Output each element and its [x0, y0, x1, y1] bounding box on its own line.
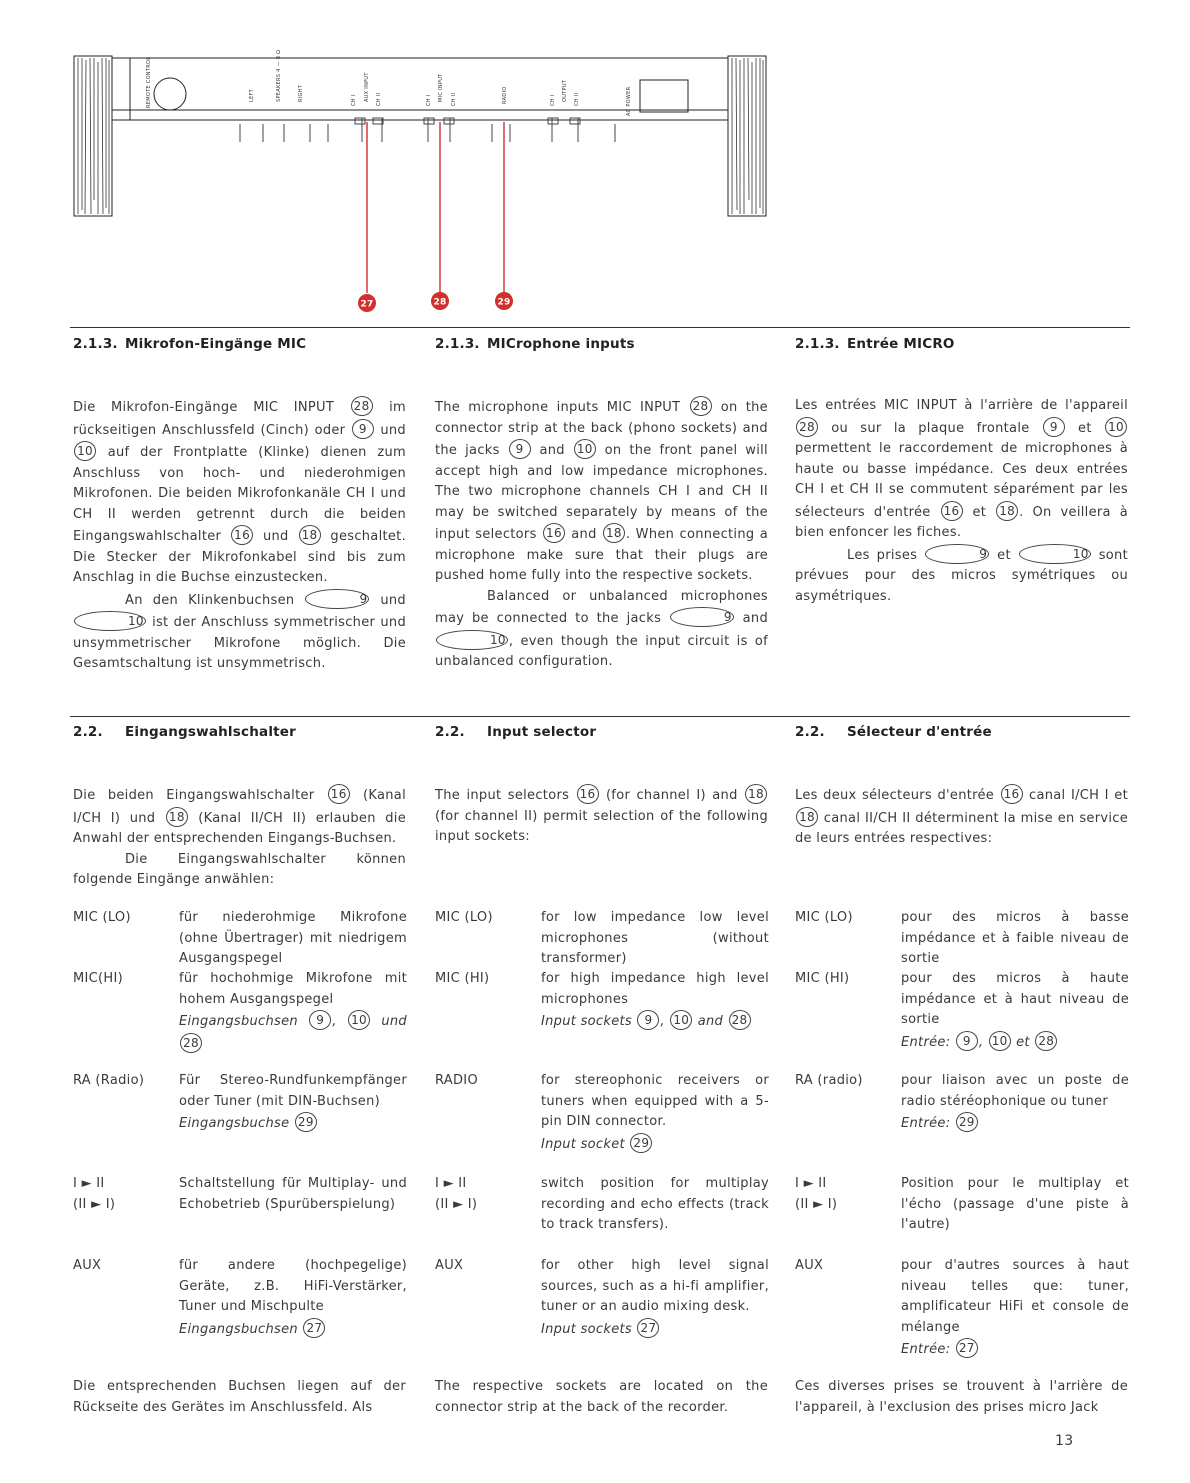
reference-number-badge: 10: [1019, 544, 1091, 564]
option-key: MIC (LO): [73, 910, 131, 925]
mic-text-en: [435, 396, 768, 673]
label-remote-control: REMOTE CONTROL: [146, 56, 152, 108]
selector-intro-de: [73, 784, 406, 891]
input-socket-reference: Eingangsbuchsen 27: [179, 1318, 407, 1341]
reference-number-badge: 10: [989, 1031, 1011, 1051]
paragraph: Die Mikrofon-Eingänge MIC INPUT 28 im rückseitigen Anschlussfeld (Cinch) oder 9 und 10 auf der Frontplatte (Klinke) dienen zum Anschluss von hoch- und niederohmigen Mikrofonen. Die beiden Mikrofonkanäle CH I und CH II werden getrennt durch die beiden Eingangswahlschalter 16 und 18 geschaltet. Die Stecker der Mikrofonkabel sind bis zum Anschlag in die Buchse einzustecken.: [73, 396, 406, 589]
reference-number-badge: 18: [796, 807, 818, 827]
marker-29: [495, 292, 513, 310]
reference-number-badge: 9: [1043, 417, 1065, 437]
reference-number-badge: 9: [309, 1010, 331, 1030]
selector-outro-fr: [795, 1377, 1128, 1418]
label-aux-ch2: CH II: [376, 92, 382, 106]
option-key: I ► II (II ► I): [73, 1176, 116, 1212]
reference-number-badge: 28: [180, 1033, 202, 1053]
option-description: for other high level signal sources, such as a hi-fi amplifier, tuner or an audio mixing desk. Input sockets 27: [541, 1256, 769, 1340]
option-key: MIC (HI): [795, 971, 850, 986]
reference-number-badge: 29: [630, 1133, 652, 1153]
reference-number-badge: 18: [996, 501, 1018, 521]
paragraph: Les deux sélecteurs d'entrée 16 canal I/CH I et 18 canal II/CH II déterminent la mise en service de leurs entrées respectives:: [795, 784, 1128, 850]
reference-number-badge: 18: [299, 525, 321, 545]
reference-number-badge: 9: [670, 607, 734, 627]
reference-number-badge: 29: [295, 1112, 317, 1132]
paragraph: Die entsprechenden Buchsen liegen auf der Rückseite des Gerätes im Anschlussfeld. Als: [73, 1379, 406, 1415]
svg-text:27: 27: [360, 299, 374, 310]
reference-number-badge: 16: [577, 784, 599, 804]
option-key: AUX: [795, 1258, 824, 1273]
paragraph: Die beiden Eingangswahlschalter 16 (Kanal I/CH I) und 18 (Kanal II/CH II) erlauben die Anwahl der entsprechenden Eingangs-Buchsen.: [73, 784, 406, 850]
option-description: switch position for multiplay recording and echo effects (track to track transfers).: [541, 1176, 769, 1232]
option-key: MIC (HI): [435, 971, 490, 986]
input-socket-reference: Entrée: 27: [901, 1338, 1129, 1361]
section-divider-mic: [70, 327, 1130, 328]
heading-mic-en: 2.1.3. MICrophone inputs: [435, 336, 635, 352]
paragraph: Die Eingangswahlschalter können folgende Eingänge anwählen:: [73, 851, 406, 887]
input-socket-reference: Eingangsbuchse 29: [179, 1112, 407, 1135]
option-description: Schaltstellung für Multiplay- und Echobetrieb (Spurüberspielung): [179, 1176, 407, 1212]
option-key: MIC (LO): [435, 910, 493, 925]
label-mic-ch1: CH I: [426, 94, 432, 106]
paragraph: Les prises 9 et 10 sont prévues pour des micros symétriques ou asymétriques.: [795, 544, 1128, 608]
label-out-ch1: CH I: [550, 94, 556, 106]
reference-number-badge: 28: [1035, 1031, 1057, 1051]
option-description: for high impedance high level microphones Input sockets 9 , 10 and 28: [541, 969, 769, 1033]
option-description: für niederohmige Mikrofone (ohne Übertrager) mit niedrigem Ausgangspegel: [179, 910, 407, 966]
option-description: für hochohmige Mikrofone mit hohem Ausgangspegel Eingangsbuchsen 9 , 10 und 28: [179, 969, 407, 1055]
reference-number-badge: 9: [305, 589, 369, 609]
mic-text-fr: [795, 396, 1128, 607]
svg-text:28: 28: [433, 297, 447, 308]
label-right: RIGHT: [298, 84, 304, 102]
option-key: MIC (LO): [795, 910, 853, 925]
label-aux-ch1: CH I: [351, 94, 357, 106]
option-description: for low impedance low level microphones (without transformer): [541, 910, 769, 966]
reference-number-badge: 29: [956, 1112, 978, 1132]
mic-text-de: [73, 396, 406, 675]
label-mic-ch2: CH II: [451, 92, 457, 106]
reference-number-badge: 10: [348, 1010, 370, 1030]
label-left: LEFT: [249, 89, 255, 102]
reference-number-badge: 10: [436, 630, 508, 650]
heading-selector-en: 2.2. Input selector: [435, 724, 597, 740]
paragraph: An den Klinkenbuchsen 9 und 10 ist der Anschluss symmetrischer und unsymmetrischer Mikrofone möglich. Die Gesamtschaltung ist unsymmetrisch.: [73, 589, 406, 675]
reference-number-badge: 28: [729, 1010, 751, 1030]
option-key: RA (Radio): [73, 1073, 145, 1088]
input-socket-reference: Input sockets 27: [541, 1318, 769, 1341]
heading-mic-fr: 2.1.3. Entrée MICRO: [795, 336, 955, 352]
reference-number-badge: 10: [74, 611, 146, 631]
reference-number-badge: 9: [925, 544, 989, 564]
paragraph: The respective sockets are located on the connector strip at the back of the recorder.: [435, 1379, 768, 1415]
option-description: for stereophonic receivers or tuners when equipped with a 5-pin DIN connector. Input socket 29: [541, 1071, 769, 1155]
selector-intro-fr: [795, 784, 1128, 850]
paragraph: Les entrées MIC INPUT à l'arrière de l'appareil 28 ou sur la plaque frontale 9 et 10 permettent le raccordement de microphones à haute ou basse impédance. Ces deux entrées CH I et CH II se commutent séparément par les sélecteurs d'entrée 16 et 18 . On veillera à bien enfoncer les fiches.: [795, 398, 1128, 540]
paragraph: Balanced or unbalanced microphones may be connected to the jacks 9 and 10 , even though the input circuit is of unbalanced configuration.: [435, 588, 768, 669]
section-divider-selector: [70, 716, 1130, 717]
selector-outro-en: [435, 1377, 768, 1418]
input-socket-reference: Entrée: 9 , 10 et 28: [901, 1031, 1129, 1054]
selector-intro-en: [435, 784, 768, 848]
right-wood-panel: [728, 56, 766, 216]
paragraph: The input selectors 16 (for channel I) and 18 (for channel II) permit selection of the following input sockets:: [435, 784, 768, 848]
reference-number-badge: 16: [231, 525, 253, 545]
option-description: pour d'autres sources à haut niveau telles que: tuner, amplificateur HiFi et console de mélange Entrée: 27: [901, 1256, 1129, 1361]
reference-number-badge: 28: [796, 417, 818, 437]
heading-mic-de: 2.1.3. Mikrofon-Eingänge MIC: [73, 336, 307, 352]
reference-number-badge: 9: [352, 419, 374, 439]
reference-number-badge: 16: [941, 501, 963, 521]
option-description: pour liaison avec un poste de radio stéréophonique ou tuner Entrée: 29: [901, 1071, 1129, 1135]
heading-selector-de: 2.2. Eingangswahlschalter: [73, 724, 297, 740]
reference-number-badge: 18: [745, 784, 767, 804]
paragraph: The microphone inputs MIC INPUT 28 on the connector strip at the back (phono sockets) and the jacks 9 and 10 on the front panel will accept high and low impedance microphones. The two microphone channels CH I and CH II may be switched separately by means of the input selectors 16 and 18 . When connecting a microphone make sure that their plugs are pushed home fully into the respective sockets.: [435, 396, 768, 587]
option-key: I ► II (II ► I): [795, 1176, 838, 1212]
label-speakers: SPEAKERS 4 — 8 Ω: [276, 50, 282, 102]
reference-number-badge: 9: [637, 1010, 659, 1030]
option-key: AUX: [73, 1258, 102, 1273]
option-description: pour des micros à basse impédance et à faible niveau de sortie: [901, 910, 1129, 966]
option-key: RADIO: [435, 1073, 478, 1088]
connector-panel-drawing: [70, 50, 770, 320]
reference-number-badge: 9: [956, 1031, 978, 1051]
option-key: AUX: [435, 1258, 464, 1273]
option-key: RA (radio): [795, 1073, 863, 1088]
input-socket-reference: Input sockets 9 , 10 and 28: [541, 1010, 769, 1033]
reference-number-badge: 18: [603, 523, 625, 543]
label-mic-input: MIC INPUT: [438, 73, 444, 102]
page-number: 13: [1055, 1433, 1074, 1449]
marker-27: [358, 294, 376, 312]
reference-number-badge: 18: [166, 807, 188, 827]
option-key: MIC(HI): [73, 971, 123, 986]
label-radio: RADIO: [502, 86, 508, 104]
label-out-ch2: CH II: [574, 92, 580, 106]
selector-outro-de: [73, 1377, 406, 1418]
reference-number-badge: 16: [1001, 784, 1023, 804]
reference-number-badge: 10: [670, 1010, 692, 1030]
reference-number-badge: 28: [690, 396, 712, 416]
option-description: Für Stereo-Rundfunkempfänger oder Tuner (mit DIN-Buchsen) Eingangsbuchse 29: [179, 1071, 407, 1135]
reference-number-badge: 16: [543, 523, 565, 543]
option-description: pour des micros à haute impédance et à haut niveau de sortie Entrée: 9 , 10 et 28: [901, 969, 1129, 1053]
reference-number-badge: 27: [956, 1338, 978, 1358]
input-socket-reference: Eingangsbuchsen 9 , 10 und 28: [179, 1010, 407, 1055]
label-output: OUTPUT: [562, 79, 568, 102]
reference-number-badge: 27: [303, 1318, 325, 1338]
reference-number-badge: 16: [328, 784, 350, 804]
reference-number-badge: 27: [637, 1318, 659, 1338]
reference-number-badge: 10: [1105, 417, 1127, 437]
option-key: I ► II (II ► I): [435, 1176, 478, 1212]
input-socket-reference: Entrée: 29: [901, 1112, 1129, 1135]
reference-number-badge: 10: [74, 441, 96, 461]
reference-number-badge: 9: [509, 439, 531, 459]
label-aux-input: AUX INPUT: [364, 72, 370, 102]
reference-number-badge: 28: [351, 396, 373, 416]
input-socket-reference: Input socket 29: [541, 1133, 769, 1156]
label-ac-power: AC POWER: [626, 86, 632, 116]
svg-text:29: 29: [497, 297, 511, 308]
option-description: für andere (hochpegelige) Geräte, z.B. HiFi-Verstärker, Tuner und Mischpulte Eingangsbuchsen 27: [179, 1256, 407, 1340]
reference-number-badge: 10: [574, 439, 596, 459]
marker-28: [431, 292, 449, 310]
paragraph: Ces diverses prises se trouvent à l'arrière de l'appareil, à l'exclusion des prises micro Jack: [795, 1379, 1128, 1415]
heading-selector-fr: 2.2. Sélecteur d'entrée: [795, 724, 992, 740]
connector-panel-figure: [70, 50, 770, 320]
option-description: Position pour le multiplay et l'écho (passage d'une piste à l'autre): [901, 1176, 1129, 1232]
left-wood-panel: [74, 56, 112, 216]
